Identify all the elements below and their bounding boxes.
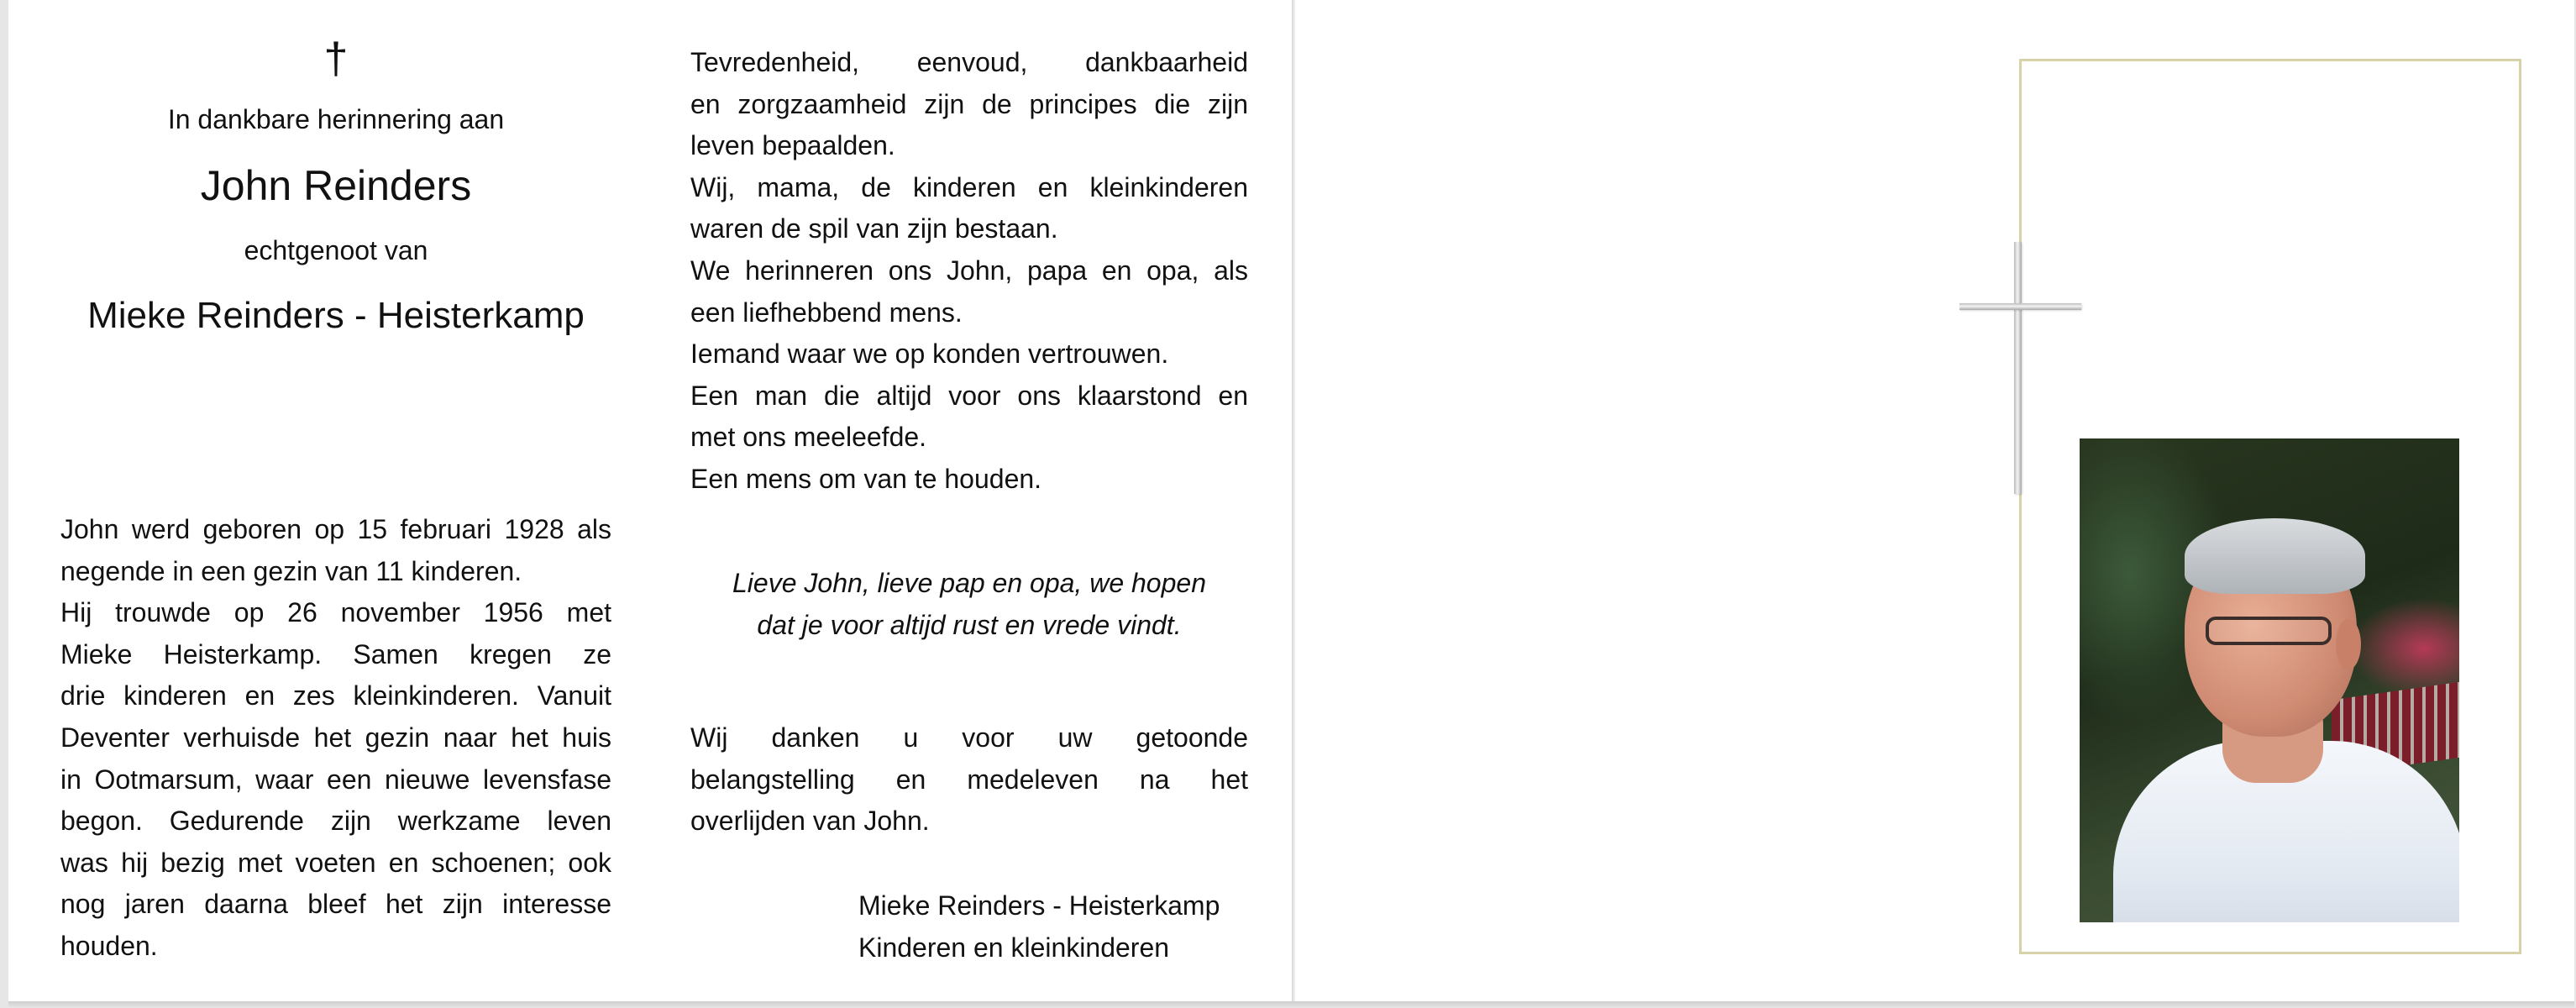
hair-shape xyxy=(2185,518,2365,594)
biography-line: in Ootmarsum, waar een nieuwe levensfase xyxy=(60,764,611,795)
farewell-quote xyxy=(690,563,1248,646)
biography xyxy=(60,509,611,968)
page-fold xyxy=(1292,0,1295,1001)
left-page xyxy=(60,34,611,961)
silver-cross-icon-bar xyxy=(1960,303,2081,310)
glasses-shape xyxy=(2206,617,2332,645)
biography-line: Deventer verhuisde het gezin naar het huis xyxy=(60,722,611,753)
reflection-line: waren de spil van zijn bestaan. xyxy=(690,213,1058,244)
reflection-line: een liefhebbend mens. xyxy=(690,297,963,328)
biography-line: begon. Gedurende zijn werkzame leven xyxy=(60,806,611,837)
reflection-text xyxy=(690,42,1248,501)
biography-line: Hij trouwde op 26 november 1956 met xyxy=(60,597,611,628)
quote-line: Lieve John, lieve pap en opa, we hopen xyxy=(732,568,1206,598)
biography-line: John werd geboren op 15 februari 1928 als xyxy=(60,514,611,544)
signature-line: Kinderen en kleinkinderen xyxy=(858,932,1170,963)
signature-line: Mieke Reinders - Heisterkamp xyxy=(858,890,1220,921)
thanks-line: overlijden van John. xyxy=(690,806,930,837)
reflection-line: We herinneren ons John, papa en opa, als xyxy=(690,255,1248,286)
quote-line: dat je voor altijd rust en vrede vindt. xyxy=(757,609,1182,640)
silver-cross-icon xyxy=(2014,242,2022,494)
card-shadow xyxy=(8,1001,2574,1008)
thanks-text xyxy=(690,717,1248,843)
biography-line: nog jaren daarna bleef het zijn interesse xyxy=(60,889,611,920)
relation-text: echtgenoot van xyxy=(244,235,428,265)
biography-line: was hij bezig met voeten en schoenen; ook xyxy=(60,847,611,878)
portrait-photo xyxy=(2080,438,2459,922)
biography-line: negende in een gezin van 11 kinderen. xyxy=(60,555,522,586)
reflection-line: leven bepaalden. xyxy=(690,130,895,161)
biography-line: houden. xyxy=(60,930,158,961)
thanks-line: belangstelling en medeleven na het xyxy=(690,764,1248,795)
biography-line: drie kinderen en zes kleinkinderen. Vanuit xyxy=(60,680,611,711)
reflection-line: Tevredenheid, eenvoud, dankbaarheid xyxy=(690,47,1248,77)
reflection-line: Een mens om van te houden. xyxy=(690,463,1042,494)
spouse-name: Mieke Reinders - Heisterkamp xyxy=(87,295,585,336)
reflection-line: en zorgzaamheid zijn de principes die zijn xyxy=(690,88,1248,119)
ear-shape xyxy=(2336,619,2361,669)
cross-icon: † xyxy=(323,34,349,83)
reflection-line: Een man die altijd voor ons klaarstond en xyxy=(690,380,1248,411)
reflection-line: Iemand waar we op konden vertrouwen. xyxy=(690,339,1169,370)
biography-line: Mieke Heisterkamp. Samen kregen ze xyxy=(60,638,611,669)
reflection-line: met ons meeleefde. xyxy=(690,422,927,453)
signature xyxy=(858,885,1248,969)
thanks-line: Wij danken u voor uw getoonde xyxy=(690,722,1248,753)
reflection-line: Wij, mama, de kinderen en kleinkinderen xyxy=(690,171,1248,202)
intro-text: In dankbare herinnering aan xyxy=(167,104,505,134)
deceased-name: John Reinders xyxy=(200,162,472,209)
